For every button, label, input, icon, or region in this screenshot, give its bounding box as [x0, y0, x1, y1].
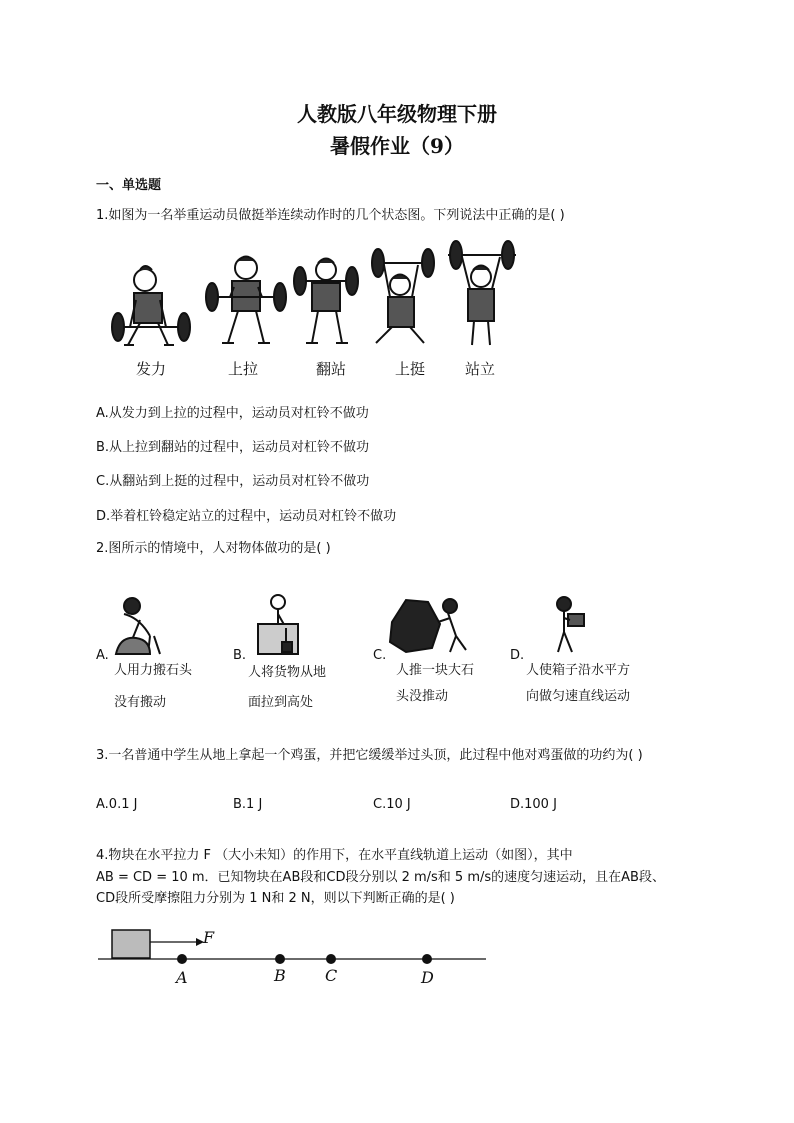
panel-c-letter: C.: [373, 648, 387, 663]
person-pulling-cargo: [258, 595, 298, 654]
force-label: F: [203, 928, 215, 947]
point-a-dot: [177, 954, 187, 964]
point-c-label: C: [325, 966, 338, 985]
block: [112, 930, 150, 958]
page-subtitle: 暑假作业（9）: [330, 134, 464, 158]
panel-b-caption-1: 人将货物从地: [248, 665, 327, 680]
panel-c-caption-2: 头没推动: [396, 689, 449, 704]
weightlifter-figure: [0, 245, 794, 375]
panel-b-caption-2: 面拉到高处: [248, 695, 314, 710]
q1-option-d[interactable]: D.举着杠铃稳定站立的过程中，运动员对杠铃不做功: [96, 509, 397, 524]
question-4-line-3: CD段所受摩擦阻力分别为 1 N和 2 N，则以下判断正确的是( ): [96, 891, 455, 906]
person-pushing-boulder: [390, 599, 466, 652]
panel-d-caption-2: 向做匀速直线运动: [526, 689, 631, 704]
question-1-stem: 1.如图为一名举重运动员做挺举连续动作时的几个状态图。下列说法中正确的是( ): [96, 208, 565, 223]
point-a-label: A: [176, 968, 188, 987]
panel-a-caption-2: 没有搬动: [114, 695, 167, 710]
point-c-dot: [326, 954, 336, 964]
question-4-line-2: AB = CD = 10 m．已知物块在AB段和CD段分别以 2 m/s和 5 m/s的速度匀速运动，且在AB段、: [96, 870, 665, 885]
caption-pose-1: 发力: [136, 360, 167, 378]
q1-option-c[interactable]: C.从翻站到上挺的过程中，运动员对杠铃不做功: [96, 474, 370, 489]
lifter-pose-5: [448, 241, 516, 345]
caption-pose-2: 上拉: [228, 360, 259, 378]
panel-a-caption-1: 人用力搬石头: [114, 663, 193, 678]
caption-pose-3: 翻站: [316, 360, 347, 378]
panel-d-letter: D.: [510, 648, 525, 663]
page-title: 人教版八年级物理下册: [297, 102, 497, 126]
person-lifting-stone: [116, 598, 160, 654]
panel-d-caption-1: 人使箱子沿水平方: [526, 663, 631, 678]
caption-pose-4: 上挺: [395, 360, 426, 378]
panel-c-caption-1: 人推一块大石: [396, 663, 475, 678]
q1-option-b[interactable]: B.从上拉到翻站的过程中，运动员对杠铃不做功: [96, 440, 370, 455]
panel-b-letter: B.: [233, 648, 247, 663]
q1-option-a[interactable]: A.从发力到上拉的过程中，运动员对杠铃不做功: [96, 406, 369, 421]
track-diagram: [98, 928, 498, 988]
question-3-stem: 3.一名普通中学生从地上拿起一个鸡蛋，并把它缓缓举过头顶，此过程中他对鸡蛋做的功约为( ): [96, 748, 643, 763]
q3-option-c[interactable]: C.10 J: [373, 797, 411, 812]
q2-figures: [0, 592, 794, 662]
question-2-stem: 2.图所示的情境中，人对物体做功的是( ): [96, 541, 331, 556]
point-b-dot: [275, 954, 285, 964]
point-d-label: D: [421, 968, 434, 987]
lifter-pose-3: [294, 259, 358, 344]
section-heading: 一、单选题: [96, 178, 162, 193]
lifter-pose-1: [112, 266, 190, 345]
point-d-dot: [422, 954, 432, 964]
person-carrying-box: [557, 597, 584, 652]
caption-pose-5: 站立: [465, 360, 496, 378]
lifter-pose-2: [206, 257, 286, 344]
q3-option-a[interactable]: A.0.1 J: [96, 797, 138, 812]
panel-a-letter: A.: [96, 648, 109, 663]
q3-option-b[interactable]: B.1 J: [233, 797, 263, 812]
q3-option-d[interactable]: D.100 J: [510, 797, 557, 812]
lifter-pose-4: [372, 249, 434, 343]
question-4-line-1: 4.物块在水平拉力 F （大小未知）的作用下，在水平直线轨道上运动（如图），其中: [96, 848, 573, 863]
point-b-label: B: [274, 966, 286, 985]
